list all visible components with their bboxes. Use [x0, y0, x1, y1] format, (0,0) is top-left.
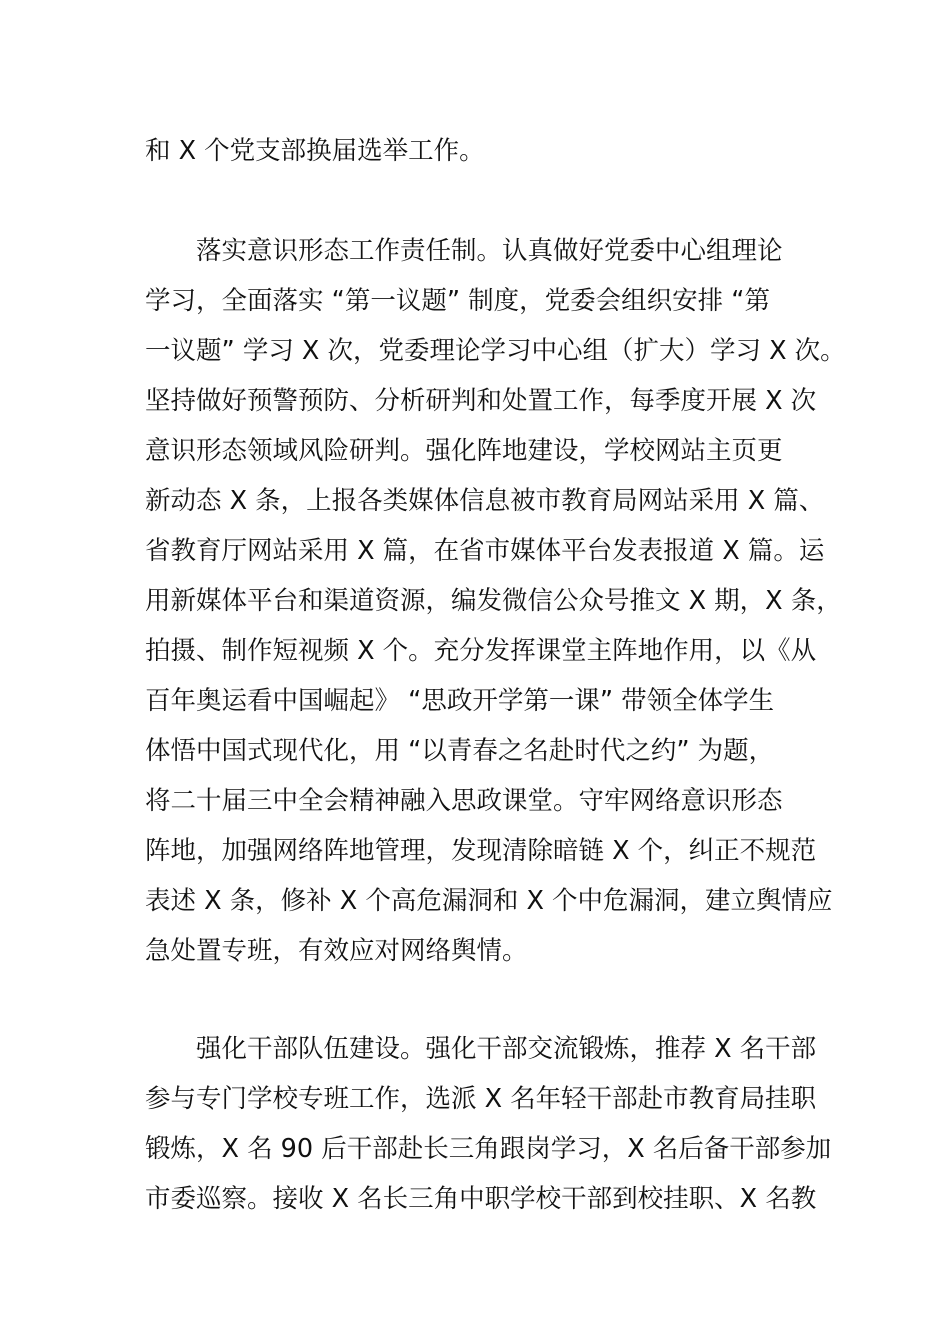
- text-line: 坚持做好预警预防、分析研判和处置工作，每季度开展 X 次: [145, 386, 817, 416]
- text-line: 学习，全面落实 “第一议题” 制度，党委会组织安排 “第: [145, 286, 770, 316]
- text-line: 体悟中国式现代化，用 “以青春之名赴时代之约” 为题，: [145, 736, 775, 766]
- text-line: 阵地，加强网络阵地管理，发现清除暗链 X 个，纠正不规范: [145, 836, 817, 866]
- text-line: 将二十届三中全会精神融入思政课堂。守牢网络意识形态: [145, 786, 783, 816]
- text-line: 百年奥运看中国崛起》 “思政开学第一课” 带领全体学生: [145, 686, 775, 716]
- text-line: 省教育厅网站采用 X 篇，在省市媒体平台发表报道 X 篇。运: [145, 536, 825, 566]
- text-line: 市委巡察。接收 X 名长三角中职学校干部到校挂职、X 名教: [145, 1184, 817, 1214]
- text-line: 参与专门学校专班工作，选派 X 名年轻干部赴市教育局挂职: [145, 1084, 817, 1114]
- text-line: 落实意识形态工作责任制。认真做好党委中心组理论: [196, 236, 783, 266]
- text-line: 强化干部队伍建设。强化干部交流锻炼，推荐 X 名干部: [196, 1034, 817, 1064]
- text-line: 拍摄、制作短视频 X 个。充分发挥课堂主阵地作用，以《从: [145, 636, 817, 666]
- text-line: 锻炼，X 名 90 后干部赴长三角跟岗学习，X 名后备干部参加: [145, 1134, 832, 1164]
- text-line: 用新媒体平台和渠道资源，编发微信公众号推文 X 期，X 条，: [145, 586, 842, 616]
- text-line: 新动态 X 条，上报各类媒体信息被市教育局网站采用 X 篇、: [145, 486, 825, 516]
- text-line: 急处置专班，有效应对网络舆情。: [145, 936, 528, 966]
- text-line: 表述 X 条，修补 X 个高危漏洞和 X 个中危漏洞，建立舆情应: [145, 886, 833, 916]
- text-line: 意识形态领域风险研判。强化阵地建设，学校网站主页更: [145, 436, 783, 466]
- text-line: 一议题” 学习 X 次，党委理论学习中心组（扩大）学习 X 次。: [145, 336, 846, 366]
- text-line: 和 X 个党支部换届选举工作。: [145, 136, 485, 166]
